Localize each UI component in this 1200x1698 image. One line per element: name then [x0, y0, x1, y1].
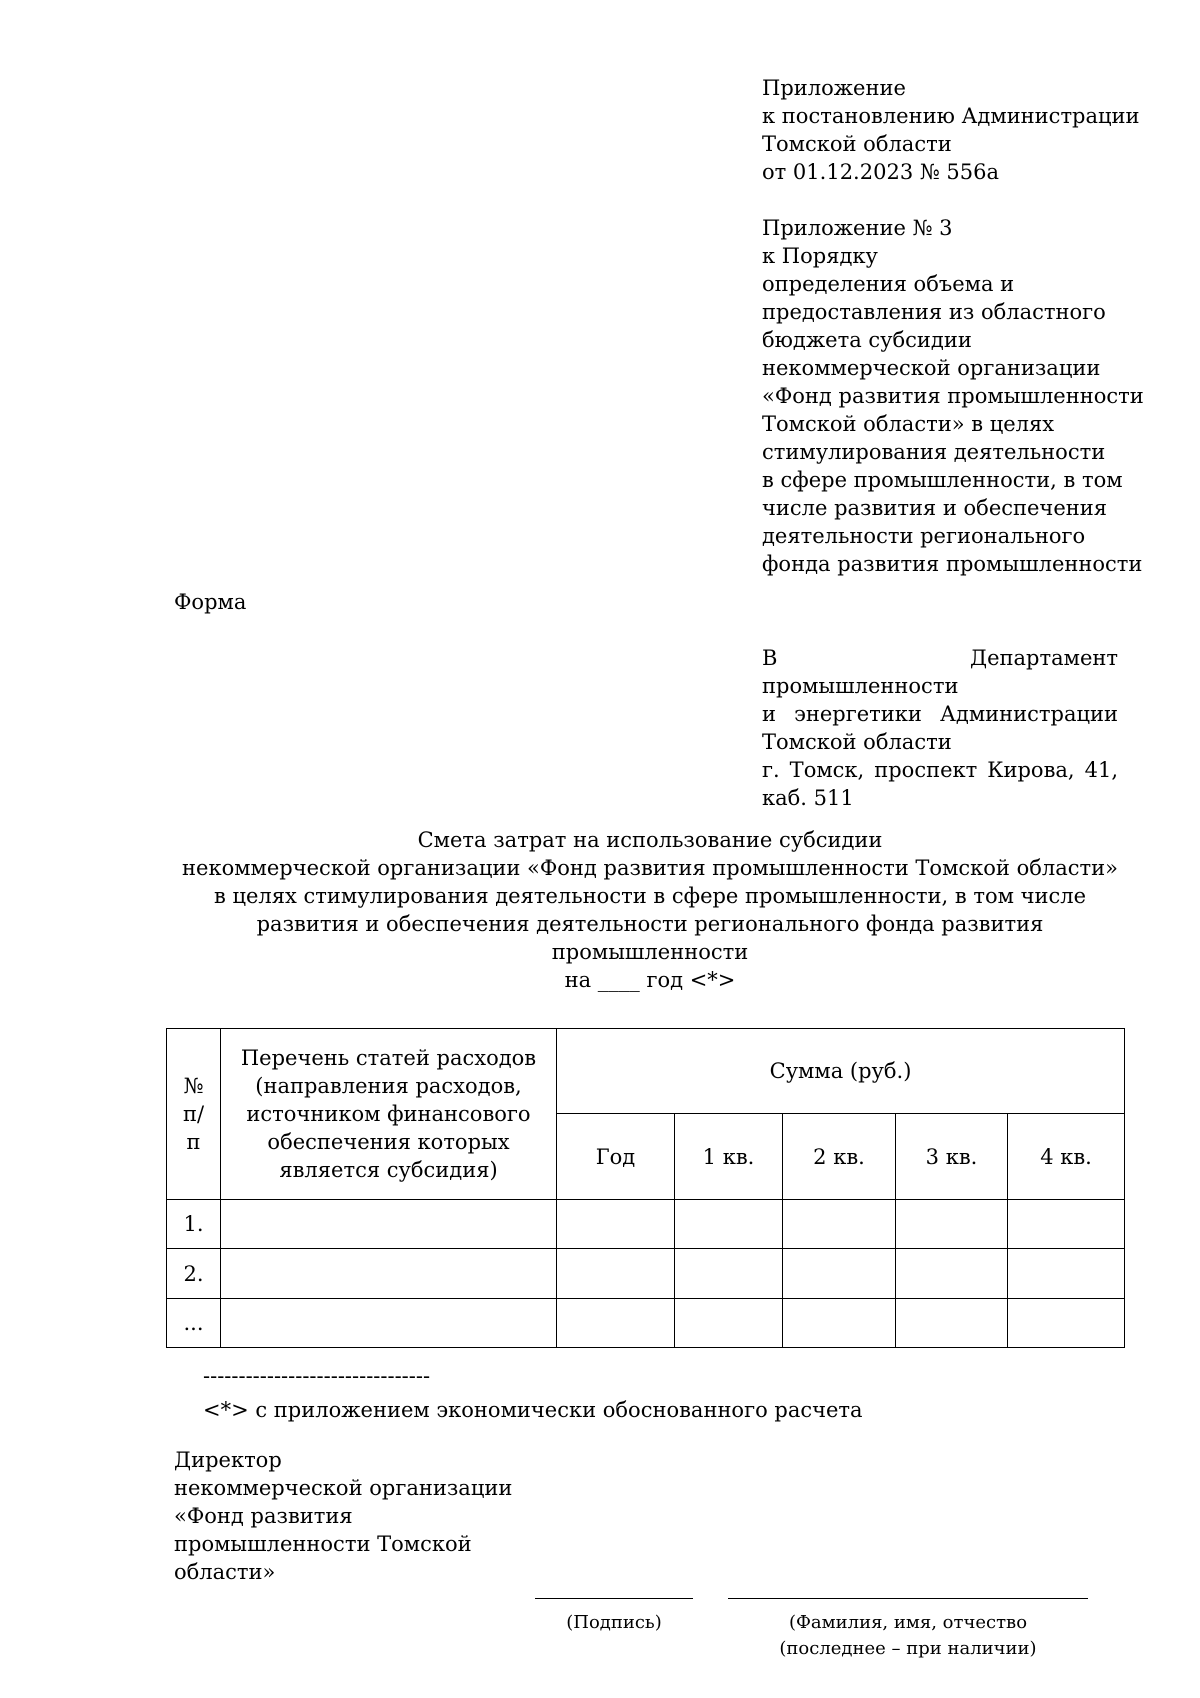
appendix3-line: определения объема и	[762, 272, 1015, 296]
col-q1-header: 1 кв.	[675, 1114, 783, 1200]
appendix3-line: числе развития и обеспечения	[762, 496, 1107, 520]
title-year-line: на ____ год <*>	[564, 968, 736, 992]
appendix3-line: бюджета субсидии	[762, 328, 972, 352]
signature-line[interactable]	[535, 1598, 693, 1599]
appendix3-line: стимулирования деятельности	[762, 440, 1106, 464]
appendix-line: к постановлению Администрации	[762, 104, 1140, 128]
table-cell[interactable]	[557, 1249, 675, 1299]
appendix-header	[762, 74, 1140, 186]
table-cell[interactable]	[557, 1299, 675, 1348]
addressee-line: г. Томск, проспект Кирова, 41,	[762, 758, 1118, 782]
table-cell[interactable]	[896, 1299, 1008, 1348]
appendix3-line: деятельности регионального	[762, 524, 1086, 548]
appendix3-line: фонда развития промышленности	[762, 552, 1143, 576]
table-cell[interactable]	[675, 1249, 783, 1299]
title-line: Смета затрат на использование субсидии	[417, 828, 883, 852]
table-row	[167, 1249, 1125, 1299]
appendix3-line: предоставления из областного	[762, 300, 1106, 324]
table-cell[interactable]	[557, 1200, 675, 1249]
director-line: промышленности Томской	[174, 1532, 472, 1556]
table-cell[interactable]	[221, 1249, 557, 1299]
estimate-table	[166, 1028, 1125, 1348]
table-cell[interactable]	[1008, 1249, 1125, 1299]
name-caption: (Фамилия, имя, отчество (последнее – при наличии)	[779, 1612, 1037, 1659]
name-line[interactable]	[728, 1598, 1088, 1599]
appendix-line: Приложение	[762, 76, 906, 100]
director-line: Директор	[174, 1448, 282, 1472]
appendix3-line: к Порядку	[762, 244, 878, 268]
director-line: области»	[174, 1560, 276, 1584]
director-line: «Фонд развития	[174, 1504, 353, 1528]
form-label: Форма	[174, 590, 247, 614]
table-cell[interactable]	[221, 1299, 557, 1348]
addressee-line: каб. 511	[762, 786, 854, 810]
appendix3-line: в сфере промышленности, в том	[762, 468, 1123, 492]
appendix-line: от 01.12.2023 № 556а	[762, 160, 999, 184]
appendix3-line: «Фонд развития промышленности	[762, 384, 1144, 408]
table-cell[interactable]	[1008, 1299, 1125, 1348]
title-line: промышленности	[551, 940, 749, 964]
col-q3-header: 3 кв.	[896, 1114, 1008, 1200]
table-header-row	[167, 1029, 1125, 1114]
table-cell[interactable]	[675, 1200, 783, 1249]
col-year-header: Год	[557, 1114, 675, 1200]
title-line: некоммерческой организации «Фонд развития промышленности Томской области»	[182, 856, 1118, 880]
footnote-text: <*> с приложением экономически обоснованного расчета	[203, 1398, 863, 1422]
row-number: 1.	[167, 1200, 221, 1249]
footnote-separator: --------------------------------	[203, 1364, 431, 1388]
col-list-header: Перечень статей расходов (направления расходов, источником финансового обеспечения которых является субсидия)	[221, 1029, 557, 1200]
appendix3-line: некоммерческой организации	[762, 356, 1101, 380]
appendix3-header	[762, 214, 1144, 578]
table-row	[167, 1299, 1125, 1348]
table-row	[167, 1200, 1125, 1249]
table-cell[interactable]	[675, 1299, 783, 1348]
table-cell[interactable]	[783, 1249, 896, 1299]
addressee-line: В Департамент промышленности	[762, 646, 1118, 698]
table-cell[interactable]	[783, 1200, 896, 1249]
table-cell[interactable]	[1008, 1200, 1125, 1249]
addressee-line: и энергетики Администрации	[762, 702, 1118, 726]
table-cell[interactable]	[783, 1299, 896, 1348]
row-number: 2.	[167, 1249, 221, 1299]
col-q2-header: 2 кв.	[783, 1114, 896, 1200]
appendix3-line: Приложение № 3	[762, 216, 953, 240]
appendix3-line: Томской области» в целях	[762, 412, 1055, 436]
addressee	[762, 644, 1118, 812]
signature-caption: (Подпись)	[566, 1612, 662, 1633]
table-cell[interactable]	[221, 1200, 557, 1249]
director-line: некоммерческой организации	[174, 1476, 513, 1500]
table-cell[interactable]	[896, 1200, 1008, 1249]
col-sum-header: Сумма (руб.)	[557, 1029, 1125, 1114]
appendix-line: Томской области	[762, 132, 952, 156]
title-line: в целях стимулирования деятельности в сфере промышленности, в том числе	[213, 884, 1087, 908]
table-cell[interactable]	[896, 1249, 1008, 1299]
row-number: ...	[167, 1299, 221, 1348]
addressee-line: Томской области	[762, 730, 952, 754]
director-block	[174, 1446, 512, 1586]
title-line: развития и обеспечения деятельности регионального фонда развития	[256, 912, 1044, 936]
col-num-header: № п/п	[167, 1029, 221, 1200]
document-title	[120, 826, 1180, 994]
col-q4-header: 4 кв.	[1008, 1114, 1125, 1200]
